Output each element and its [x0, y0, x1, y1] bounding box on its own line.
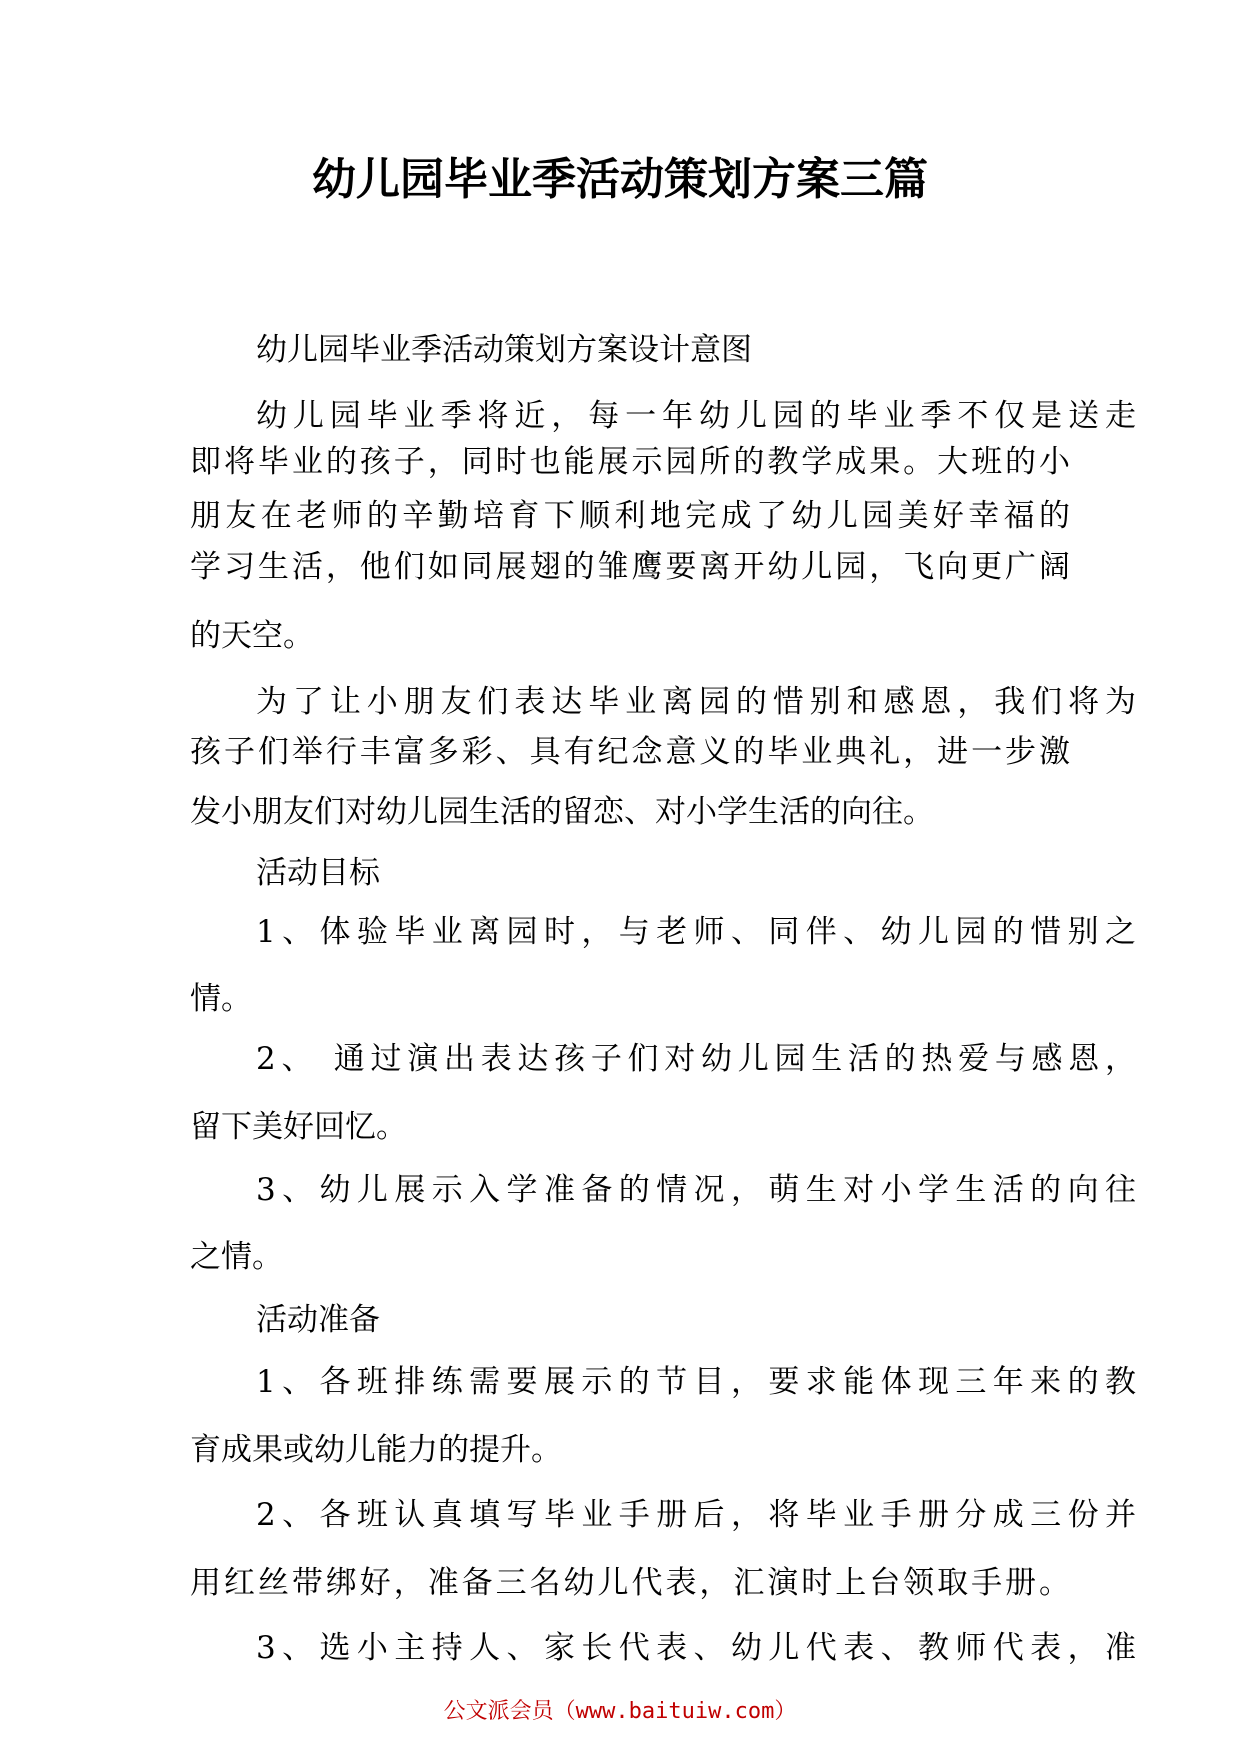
paragraph-line: 朋友在老师的辛勤培育下顺利地完成了幼儿园美好幸福的 [190, 498, 1070, 534]
paragraph-line: 育成果或幼儿能力的提升。 [190, 1432, 562, 1468]
paragraph-line: 为了让小朋友们表达毕业离园的惜别和感恩，我们将为 [256, 684, 1136, 720]
list-item: 1、各班排练需要展示的节目，要求能体现三年来的教 [256, 1364, 1136, 1400]
paragraph-line: 用红丝带绑好，准备三名幼儿代表，汇演时上台领取手册。 [190, 1565, 1070, 1601]
paragraph-line: 发小朋友们对幼儿园生活的留恋、对小学生活的向往。 [190, 794, 934, 830]
paragraph-line: 学习生活，他们如同展翅的雏鹰要离开幼儿园，飞向更广阔 [190, 549, 1070, 585]
paragraph-line: 的天空。 [190, 618, 314, 654]
paragraph-line: 留下美好回忆。 [190, 1109, 407, 1145]
paragraph-line: 孩子们举行丰富多彩、具有纪念意义的毕业典礼，进一步激 [190, 734, 1070, 770]
list-item: 3、选小主持人、家长代表、幼儿代表、教师代表，准 [256, 1630, 1136, 1666]
list-item: 1、体验毕业离园时，与老师、同伴、幼儿园的惜别之 [256, 914, 1136, 950]
list-item: 2、 通过演出表达孩子们对幼儿园生活的热爱与感恩， [256, 1041, 1136, 1077]
footer-watermark: 公文派会员（www.baituiw.com） [443, 1699, 797, 1724]
paragraph-line: 即将毕业的孩子，同时也能展示园所的教学成果。大班的小 [190, 444, 1070, 480]
section-heading-design-intent: 幼儿园毕业季活动策划方案设计意图 [256, 332, 752, 368]
page-title: 幼儿园毕业季活动策划方案三篇 [312, 154, 928, 205]
paragraph-line: 之情。 [190, 1239, 283, 1275]
paragraph-line: 情。 [190, 981, 252, 1017]
list-item: 3、幼儿展示入学准备的情况，萌生对小学生活的向往 [256, 1172, 1136, 1208]
paragraph-line: 幼儿园毕业季将近，每一年幼儿园的毕业季不仅是送走 [256, 398, 1136, 434]
section-heading-goals: 活动目标 [256, 855, 380, 891]
section-heading-preparation: 活动准备 [256, 1302, 380, 1338]
list-item: 2、各班认真填写毕业手册后，将毕业手册分成三份并 [256, 1497, 1136, 1533]
